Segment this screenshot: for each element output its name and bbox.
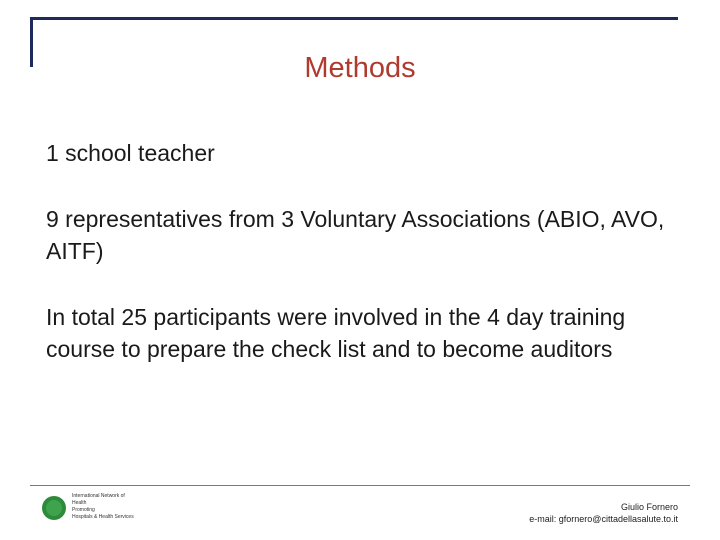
hph-logo-icon	[40, 494, 68, 522]
frame-top-line	[30, 17, 678, 20]
paragraph-participants: In total 25 participants were involved in the 4 day training course to prepare the check list and to become auditors	[46, 304, 626, 362]
paragraph-teacher: 1 school teacher	[46, 140, 215, 166]
slide-body	[46, 137, 686, 399]
hph-logo-text	[72, 493, 134, 521]
footer-divider	[30, 485, 690, 486]
slide-title: Methods	[304, 52, 416, 84]
logo-line-hospitals: Hospitals & Health Services	[72, 514, 134, 520]
footer-email: e-mail: gfornero@cittadellasalute.to.it	[529, 514, 678, 524]
footer-contact	[529, 501, 678, 525]
logo-line-promoting: Promoting	[72, 507, 95, 513]
logo-line-network: International Network of	[72, 493, 125, 499]
hph-logo	[40, 491, 150, 525]
paragraph-representatives: 9 representatives from 3 Voluntary Associations (ABIO, AVO, AITF)	[46, 206, 665, 264]
logo-line-health: Health	[72, 500, 87, 506]
footer-author: Giulio Fornero	[620, 502, 678, 512]
